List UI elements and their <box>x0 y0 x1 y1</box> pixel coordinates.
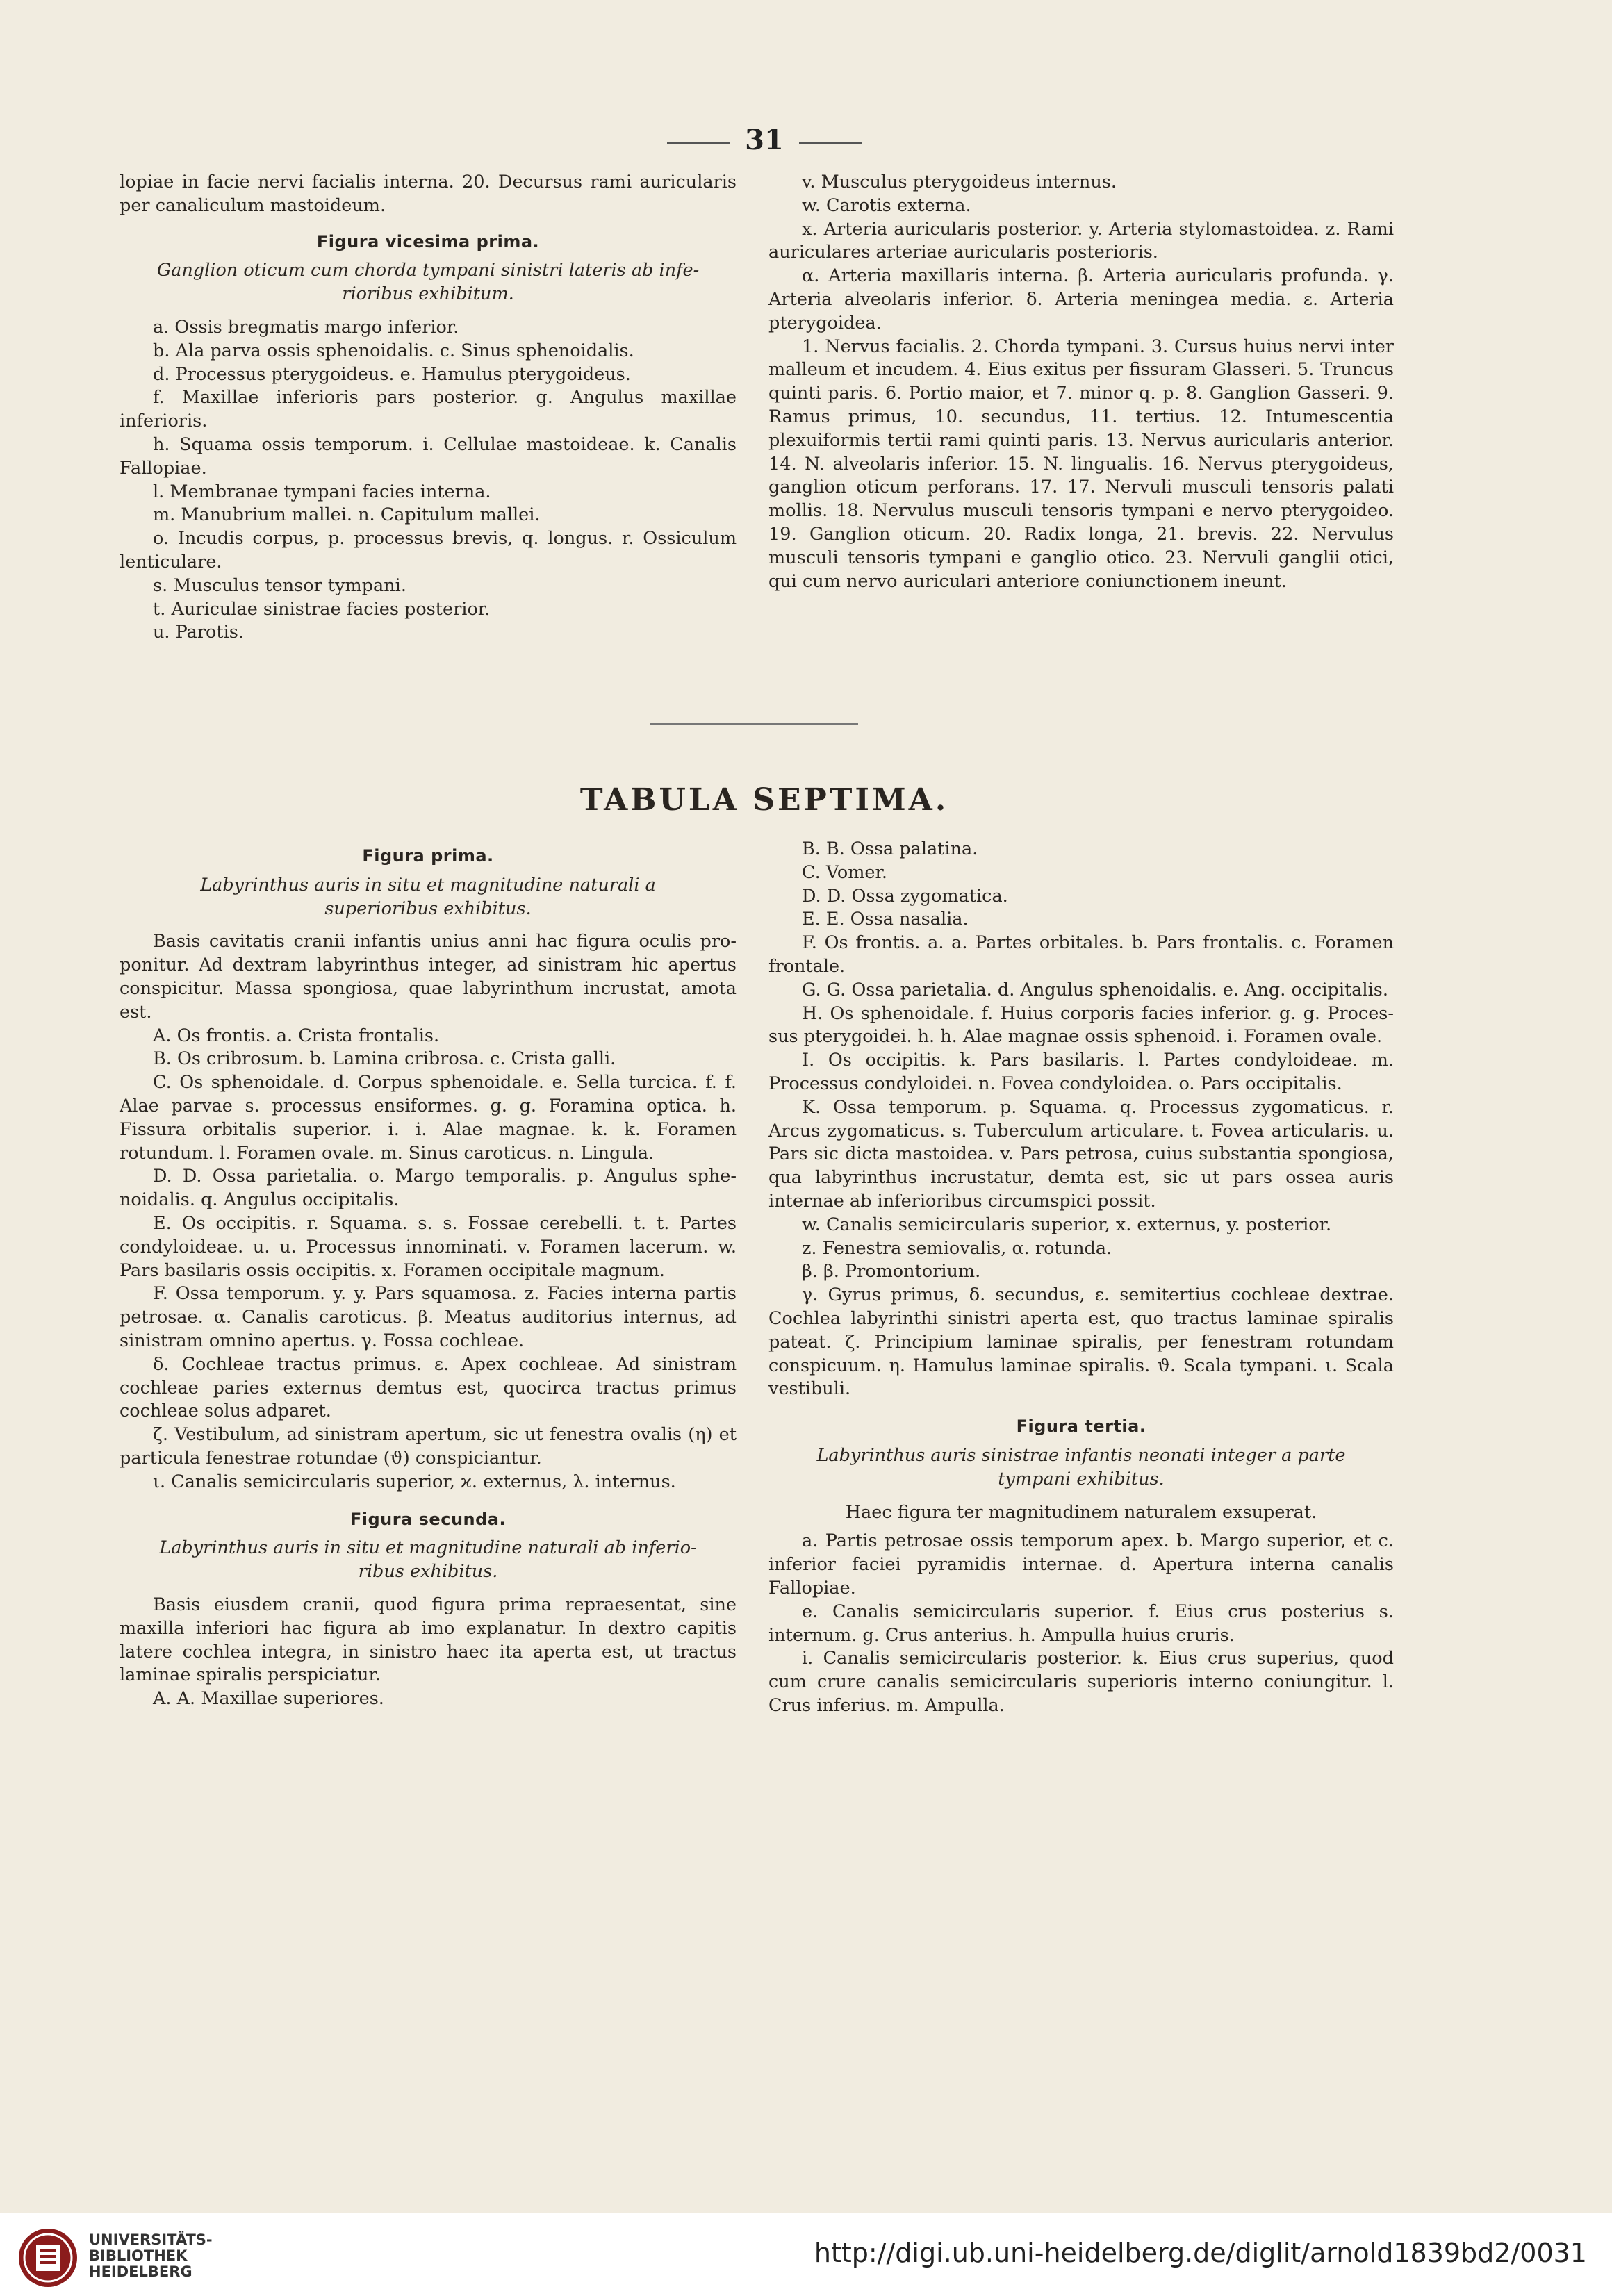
paragraph: Haec figura ter magnitudinem naturalem exsuperat. <box>845 1501 1317 1523</box>
paragraph: Basis eiusdem cranii, quod figura prima repraesentat, sine maxilla inferiori hac figura ab imo explanatur. In dextro capitis latere cochlea integra, in sinistro haec ita aperta est, ut tractus laminae spiralis perspiciatur. <box>120 1594 737 1686</box>
legend-item: I. Os occipitis. k. Pars basilaris. l. Partes condyloideae. m. Processus condyloidei. n. Fovea condyloidea. o. Pars occipitalis. <box>768 1050 1394 1094</box>
legend-item: E. E. Ossa nasalia. <box>802 909 969 930</box>
legend-item: α. Arteria maxillaris interna. β. Arteria auricularis profunda. γ. Arteria alveolaris inferior. δ. Arteria meningea media. ε. Arteria pterygoidea. <box>768 265 1394 333</box>
bottom-right-column <box>768 838 1394 1718</box>
legend-item: ζ. Vestibulum, ad sinistram apertum, sic ut fenestra ovalis (η) et particula fenestrae rotundae (ϑ) conspiciantur. <box>120 1424 737 1469</box>
legend-item: o. Incudis corpus, p. processus brevis, q. longus. r. Ossiculum lenticulare. <box>120 528 737 572</box>
section-divider <box>650 723 858 725</box>
figure-title: Labyrinthus auris in situ et magnitudine naturali ab inferioribus exhibitus. <box>159 1537 697 1583</box>
paragraph: lopiae in facie nervi facialis interna. 20. Decursus rami auricularis per canaliculum mastoideum. <box>120 172 737 216</box>
figure-heading: Figura secunda. <box>349 1509 507 1529</box>
legend-item: G. G. Ossa parietalia. d. Angulus sphenoidalis. e. Ang. occipitalis. <box>802 979 1388 1000</box>
figure-title: Ganglion oticum cum chorda tympani sinistri lateris ab inferioribus exhibitum. <box>156 260 700 305</box>
page-number-header <box>0 124 1529 156</box>
legend-item: h. Squama ossis temporum. i. Cellulae mastoideae. k. Canalis Fallopiae. <box>120 433 737 479</box>
figure-heading: Figura tertia. <box>1016 1417 1146 1437</box>
legend-item: m. Manubrium mallei. n. Capitulum mallei. <box>153 504 541 526</box>
legend-item: A. Os frontis. a. Crista frontalis. <box>153 1025 440 1046</box>
top-right-column <box>768 171 1394 593</box>
figure-title: Labyrinthus auris in situ et magnitudine naturali a superioribus exhibitus. <box>200 874 656 919</box>
footer-bar <box>0 2213 1612 2296</box>
legend-item: z. Fenestra semiovalis, α. rotunda. <box>802 1237 1112 1259</box>
legend-item: v. Musculus pterygoideus internus. <box>802 172 1117 192</box>
legend-item: β. β. Promontorium. <box>802 1261 981 1282</box>
library-name <box>89 2232 213 2280</box>
legend-item: γ. Gyrus primus, δ. secundus, ε. semitertius cochleae dextrae. Cochlea labyrinthi sinistri aperta est, quo tractus laminae spiralis pateat. ζ. Principium laminae spiralis, per fenestram rotundam conspicuum. η. Hamulus laminae spiralis. ϑ. Scala tympani. ι. Scala vestibuli. <box>768 1285 1394 1400</box>
legend-item: C. Vomer. <box>802 861 888 883</box>
legend-item: t. Auriculae sinistrae facies posterior. <box>153 598 491 620</box>
legend-item: w. Canalis semicircularis superior, x. externus, y. posterior. <box>802 1214 1332 1235</box>
legend-item: H. Os sphenoidale. f. Huius corporis facies inferior. g. g. Processus pterygoidei. h. h. Alae magnae ossis sphenoid. i. Foramen ovale. <box>768 1002 1394 1048</box>
legend-item: d. Processus pterygoideus. e. Hamulus pterygoideus. <box>153 363 631 385</box>
legend-item: B. Os cribrosum. b. Lamina cribrosa. c. Crista galli. <box>153 1048 616 1070</box>
legend-item: l. Membranae tympani facies interna. <box>153 481 491 502</box>
legend-item: 1. Nervus facialis. 2. Chorda tympani. 3. Cursus huius nervi inter malleum et incudem. 4. Eius exitus per fissuram Glasseri. 5. Truncus quinti paris. 6. Portio maior, et 7. minor q. p. 8. Ganglion Gasseri. 9. Ramus primus, 10. secundus, 11. tertius. 12. Intumescentia plexuiformis tertii rami quinti paris. 13. Nervus auricularis anterior. 14. N. alveolaris inferior. 15. N. lingualis. 16. Nervus pterygoideus, ganglion oticum perforans. 17. 17. Nervuli musculi tensoris palati mollis. 18. Nervulus musculi tensoris tympani e nervo pterygoideo. 19. Ganglion oticum. 20. Radix longa, 21. brevis. 22. Nervulus musculi tensoris tympani e ganglio otico. 23. Nervuli ganglii otici, qui cum nervo auriculari anteriore coniunctionem ineunt. <box>768 336 1394 592</box>
paragraph: Basis cavitatis cranii infantis unius anni hac figura oculis proponitur. Ad dextram labyrinthus integer, ad sinistram hic apertus conspicitur. Massa spongiosa, quae labyrinthum incrustat, amota est. <box>120 931 737 1023</box>
top-left-column <box>120 171 737 645</box>
legend-item: f. Maxillae inferioris pars posterior. g. Angulus maxillae inferioris. <box>120 387 737 432</box>
legend-item: E. Os occipitis. r. Squama. s. s. Fossae cerebelli. t. t. Partes condyloideae. u. u. Processus innominati. v. Foramen lacerum. w. Pars basilaris ossis occipitis. x. Foramen occipitale magnum. <box>120 1212 737 1281</box>
legend-item: b. Ala parva ossis sphenoidalis. c. Sinus sphenoidalis. <box>153 340 634 361</box>
legend-item: w. Carotis externa. <box>802 195 971 216</box>
legend-item: D. D. Ossa zygomatica. <box>802 885 1008 907</box>
bottom-left-column <box>120 838 737 1711</box>
header-rule-right <box>799 142 862 144</box>
plate-title: TABULA SEPTIMA. <box>579 782 949 818</box>
figure-title: Labyrinthus auris sinistrae infantis neonati integer a parte tympani exhibitus. <box>816 1444 1346 1489</box>
header-rule-left <box>667 142 730 144</box>
library-line: HEIDELBERG <box>89 2263 192 2280</box>
legend-item: u. Parotis. <box>153 622 244 643</box>
legend-item: K. Ossa temporum. p. Squama. q. Processus zygomaticus. r. Arcus zygomaticus. s. Tuberculum articulare. t. Fovea articularis. u. Pars sic dicta mastoidea. v. Pars petrosa, cuius substantia spongiosa, qua labyrinthus incrustatur, demta est, sic ut pars ossea auris internae ab inferioribus circumspici possit. <box>768 1096 1394 1212</box>
legend-item: F. Os frontis. a. a. Partes orbitales. b. Pars frontalis. c. Foramen frontale. <box>768 932 1394 977</box>
page-number: 31 <box>745 124 784 156</box>
library-line: UNIVERSITÄTS- <box>89 2231 213 2248</box>
figure-heading: Figura vicesima prima. <box>316 231 540 251</box>
legend-item: C. Os sphenoidale. d. Corpus sphenoidale. e. Sella turcica. f. f. Alae parvae s. processus ensiformes. g. g. Foramina optica. h. Fissura orbitalis superior. i. i. Alae magnae. k. k. Foramen rotundum. l. Foramen ovale. m. Sinus caroticus. n. Lingula. <box>120 1072 737 1164</box>
library-line: BIBLIOTHEK <box>89 2247 188 2264</box>
legend-item: δ. Cochleae tractus primus. ε. Apex cochleae. Ad sinistram cochleae paries externus demtus est, quocirca tractus primus cochleae solus adparet. <box>120 1353 737 1422</box>
legend-item: B. B. Ossa palatina. <box>802 839 978 859</box>
legend-item: F. Ossa temporum. y. y. Pars squamosa. z. Facies interna partis petrosae. α. Canalis caroticus. β. Meatus auditorius internus, ad sinistram omnino apertus. γ. Fossa cochleae. <box>120 1283 737 1351</box>
legend-item: x. Arteria auricularis posterior. y. Arteria stylomastoidea. z. Rami auriculares arteriae auricularis posterioris. <box>768 218 1394 263</box>
legend-item: i. Canalis semicircularis posterior. k. Eius crus superius, quod cum crure canalis semicircularis superioris interno coniungitur. l. Crus inferius. m. Ampulla. <box>768 1648 1394 1716</box>
legend-item: A. A. Maxillae superiores. <box>153 1688 384 1710</box>
legend-item: ι. Canalis semicircularis superior, ϰ. externus, λ. internus. <box>153 1471 676 1492</box>
legend-item: a. Ossis bregmatis margo inferior. <box>153 316 459 338</box>
legend-item: D. D. Ossa parietalia. o. Margo temporalis. p. Angulus sphenoidalis. q. Angulus occipitalis. <box>120 1166 737 1211</box>
library-logo-icon <box>17 2227 79 2289</box>
legend-item: s. Musculus tensor tympani. <box>153 575 406 596</box>
legend-item: e. Canalis semicircularis superior. f. Eius crus posterius s. internum. g. Crus anterius. h. Ampulla huius cruris. <box>768 1601 1394 1646</box>
source-url[interactable]: http://digi.ub.uni-heidelberg.de/diglit/arnold1839bd2/0031 <box>814 2238 1587 2268</box>
legend-item: a. Partis petrosae ossis temporum apex. b. Margo superior, et c. inferior faciei pyramidis internae. d. Apertura interna canalis Fallopiae. <box>768 1530 1394 1599</box>
figure-heading: Figura prima. <box>362 846 494 866</box>
